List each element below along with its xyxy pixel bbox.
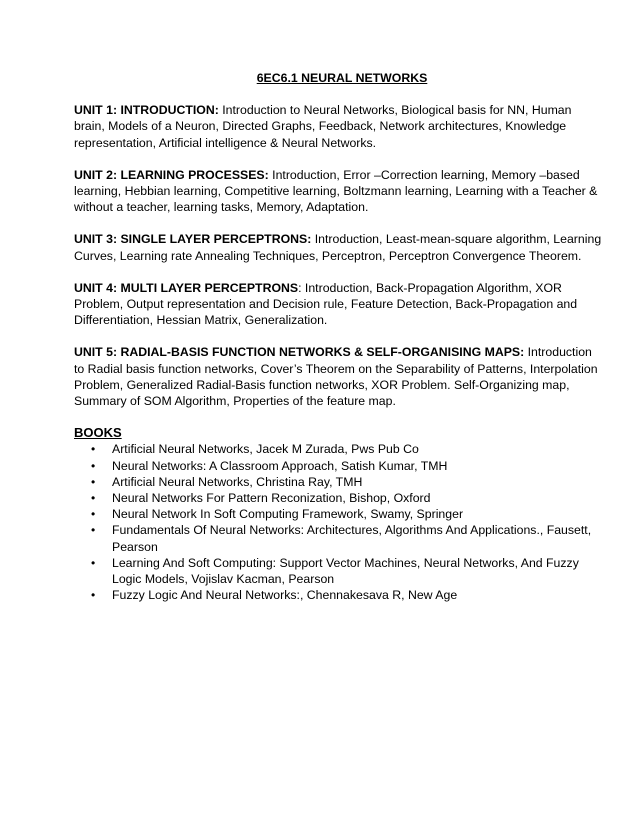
bullet-icon: •: [91, 474, 96, 489]
unit-2-heading: UNIT 2: LEARNING PROCESSES:: [74, 167, 269, 182]
books-heading: BOOKS: [74, 425, 122, 441]
unit-5: [74, 344, 604, 409]
book-item: [74, 506, 604, 522]
unit-1: [74, 102, 604, 151]
book-title: Fuzzy Logic And Neural Networks:, Chennakesava R, New Age: [112, 588, 458, 603]
book-item: [74, 522, 604, 554]
unit-5-heading: UNIT 5: RADIAL-BASIS FUNCTION NETWORKS & SELF-ORGANISING MAPS:: [74, 345, 525, 360]
unit-5-text: Introduction to Radial basis function networks, Cover’s Theorem on the Separability of Patterns, Interpolation Problem, Generalized Radial-Basis function networks, XOR Problem. Self-Organizing map, Summary of SOM Algorithm, Properties of the feature map.: [74, 345, 598, 409]
unit-4: [74, 280, 604, 329]
book-item: [74, 555, 604, 587]
book-title: Neural Network In Soft Computing Framework, Swamy, Springer: [112, 507, 464, 522]
book-title: Neural Networks: A Classroom Approach, Satish Kumar, TMH: [112, 458, 448, 473]
book-item: [74, 474, 604, 490]
books-list: [74, 441, 604, 603]
book-item: [74, 441, 604, 457]
bullet-icon: •: [91, 458, 96, 473]
unit-3-heading: UNIT 3: SINGLE LAYER PERCEPTRONS:: [74, 232, 312, 247]
unit-4-heading: UNIT 4: MULTI LAYER PERCEPTRONS: [74, 280, 299, 295]
bullet-icon: •: [91, 442, 96, 457]
unit-3-text: Introduction, Least-mean-square algorithm, Learning Curves, Learning rate Annealing Techniques, Perceptron, Perceptron Convergence Theorem.: [74, 232, 602, 263]
unit-2-text: Introduction, Error –Correction learning, Memory –based learning, Hebbian learning, Competitive learning, Boltzmann learning, Learning with a Teacher & without a teacher, learning tasks, Memory, Adaptation.: [74, 167, 598, 215]
bullet-icon: •: [91, 523, 96, 538]
bullet-icon: •: [91, 588, 96, 603]
page-title: 6EC6.1 NEURAL NETWORKS: [256, 71, 428, 85]
book-title: Artificial Neural Networks, Jacek M Zurada, Pws Pub Co: [112, 442, 419, 457]
unit-2: [74, 167, 604, 216]
book-title: Neural Networks For Pattern Reconization, Bishop, Oxford: [112, 491, 431, 506]
unit-3: [74, 231, 604, 263]
bullet-icon: •: [91, 555, 96, 570]
bullet-icon: •: [91, 507, 96, 522]
bullet-icon: •: [91, 491, 96, 506]
book-title: Artificial Neural Networks, Christina Ray, TMH: [112, 474, 363, 489]
book-item: [74, 458, 604, 474]
unit-1-heading: UNIT 1: INTRODUCTION:: [74, 103, 219, 118]
unit-1-text: Introduction to Neural Networks, Biological basis for NN, Human brain, Models of a Neuron, Directed Graphs, Feedback, Network architectures, Knowledge representation, Artificial intelligence & Neural Networks.: [74, 103, 572, 150]
book-item: [74, 587, 604, 603]
book-title: Fundamentals Of Neural Networks: Architectures, Algorithms And Applications., Fausett, Pearson: [112, 523, 592, 554]
syllabus-page: [74, 70, 604, 603]
book-item: [74, 490, 604, 506]
unit-4-text: : Introduction, Back-Propagation Algorithm, XOR Problem, Output representation and Decision rule, Feature Detection, Back-Propagation and Differentiation, Hessian Matrix, Generalization.: [74, 280, 578, 328]
book-title: Learning And Soft Computing: Support Vector Machines, Neural Networks, And Fuzzy Logic Models, Vojislav Kacman, Pearson: [112, 555, 579, 587]
